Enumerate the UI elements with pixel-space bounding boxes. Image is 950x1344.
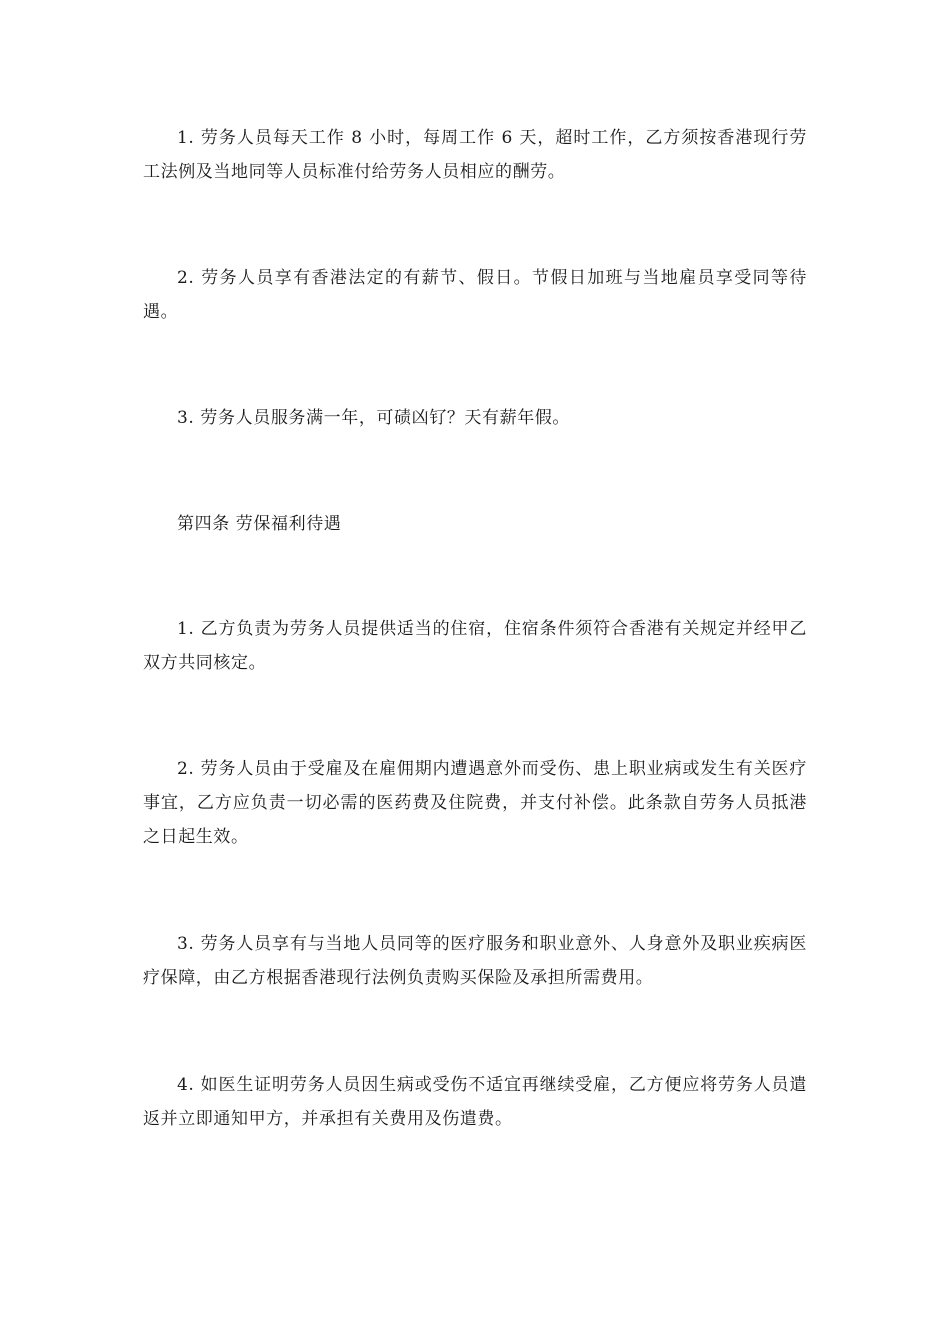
clause-3-item-2: 2. 劳务人员享有香港法定的有薪节、假日。节假日加班与当地雇员享受同等待遇。 — [143, 268, 807, 322]
clause-4-item-3: 3. 劳务人员享有与当地人员同等的医疗服务和职业意外、人身意外及职业疾病医疗保障，由乙方根据香港现行法例负责购买保险及承担所需费用。 — [143, 934, 807, 988]
section-heading-article-4: 第四条 劳保福利待遇 — [177, 514, 342, 534]
clause-3-item-1: 1. 劳务人员每天工作 8 小时，每周工作 6 天，超时工作，乙方须按香港现行劳工法例及当地同等人员标准付给劳务人员相应的酬劳。 — [143, 128, 807, 182]
clause-3-item-3: 3. 劳务人员服务满一年，可碛凶钌？天有薪年假。 — [177, 408, 571, 428]
clause-4-item-4: 4. 如医生证明劳务人员因生病或受伤不适宜再继续受雇，乙方便应将劳务人员遣返并立即通知甲方，并承担有关费用及伤遣费。 — [143, 1075, 807, 1129]
clause-4-item-2: 2. 劳务人员由于受雇及在雇佣期内遭遇意外而受伤、患上职业病或发生有关医疗事宜，乙方应负责一切必需的医药费及住院费，并支付补偿。此条款自劳务人员抵港之日起生效。 — [143, 759, 807, 847]
clause-4-item-1: 1. 乙方负责为劳务人员提供适当的住宿，住宿条件须符合香港有关规定并经甲乙双方共同核定。 — [143, 619, 807, 673]
